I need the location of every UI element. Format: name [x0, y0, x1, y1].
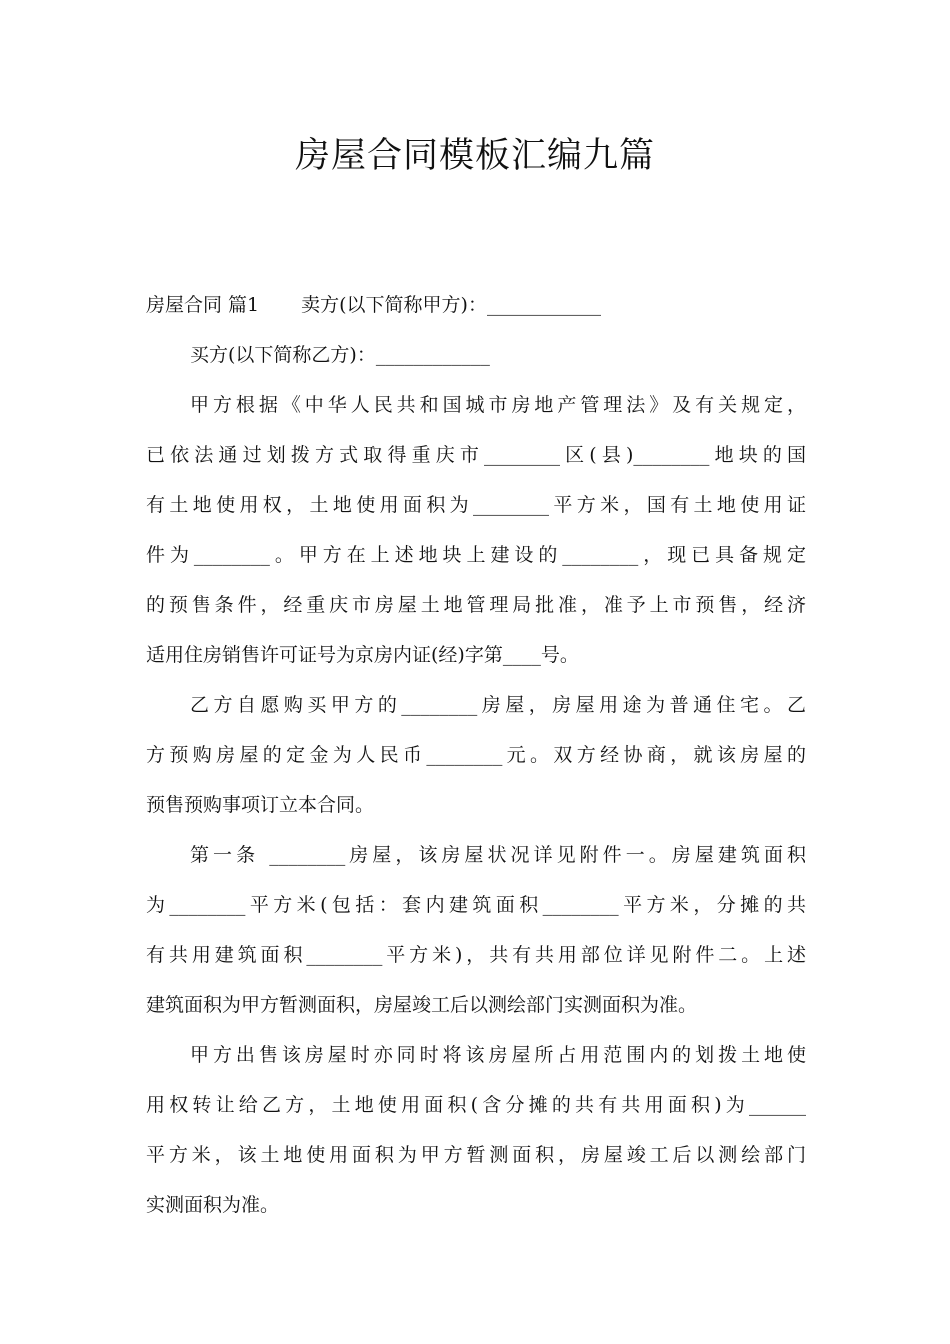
text-line: 建筑面积为甲方暂测面积，房屋竣工后以测绘部门实测面积为准。	[146, 994, 698, 1016]
contract-section-label: 房屋合同 篇1	[146, 294, 260, 316]
text-line: 平方米，该土地使用面积为甲方暂测面积，房屋竣工后以测绘部门	[146, 1144, 806, 1166]
document-title: 房屋合同模板汇编九篇	[294, 136, 655, 176]
seller-line: 卖方(以下简称甲方)：____________	[301, 294, 601, 316]
text-line: 实测面积为准。	[146, 1194, 280, 1216]
paragraph-lines	[146, 330, 806, 1230]
text-line: 适用住房销售许可证号为京房内证(经)字第____号。	[146, 644, 579, 666]
text-line: 方预购房屋的定金为人民币________元。双方经协商，就该房屋的	[146, 744, 806, 766]
document-body	[146, 280, 806, 1230]
text-line: 第一条 ________房屋，该房屋状况详见附件一。房屋建筑面积	[190, 844, 806, 866]
text-line: 件为________。甲方在上述地块上建设的________，现已具备规定	[146, 544, 806, 566]
text-line: 已依法通过划拨方式取得重庆市________区(县)________地块的国	[146, 444, 806, 466]
text-line: 甲方根据《中华人民共和国城市房地产管理法》及有关规定，	[190, 394, 806, 416]
text-line: 预售预购事项订立本合同。	[146, 794, 375, 816]
text-line: 的预售条件，经重庆市房屋土地管理局批准，准予上市预售，经济	[146, 594, 806, 616]
text-line: 用权转让给乙方，土地使用面积(含分摊的共有共用面积)为______	[146, 1094, 806, 1116]
text-line: 为________平方米(包括：套内建筑面积________平方米，分摊的共	[146, 894, 806, 916]
text-line: 有共用建筑面积________平方米)，共有共用部位详见附件二。上述	[146, 944, 806, 966]
text-line: 买方(以下简称乙方)：____________	[190, 344, 490, 366]
text-line: 乙方自愿购买甲方的________房屋，房屋用途为普通住宅。乙	[190, 694, 806, 716]
header-line	[146, 280, 806, 330]
text-line: 甲方出售该房屋时亦同时将该房屋所占用范围内的划拨土地使	[190, 1044, 806, 1066]
text-line: 有土地使用权，土地使用面积为________平方米，国有土地使用证	[146, 494, 806, 516]
